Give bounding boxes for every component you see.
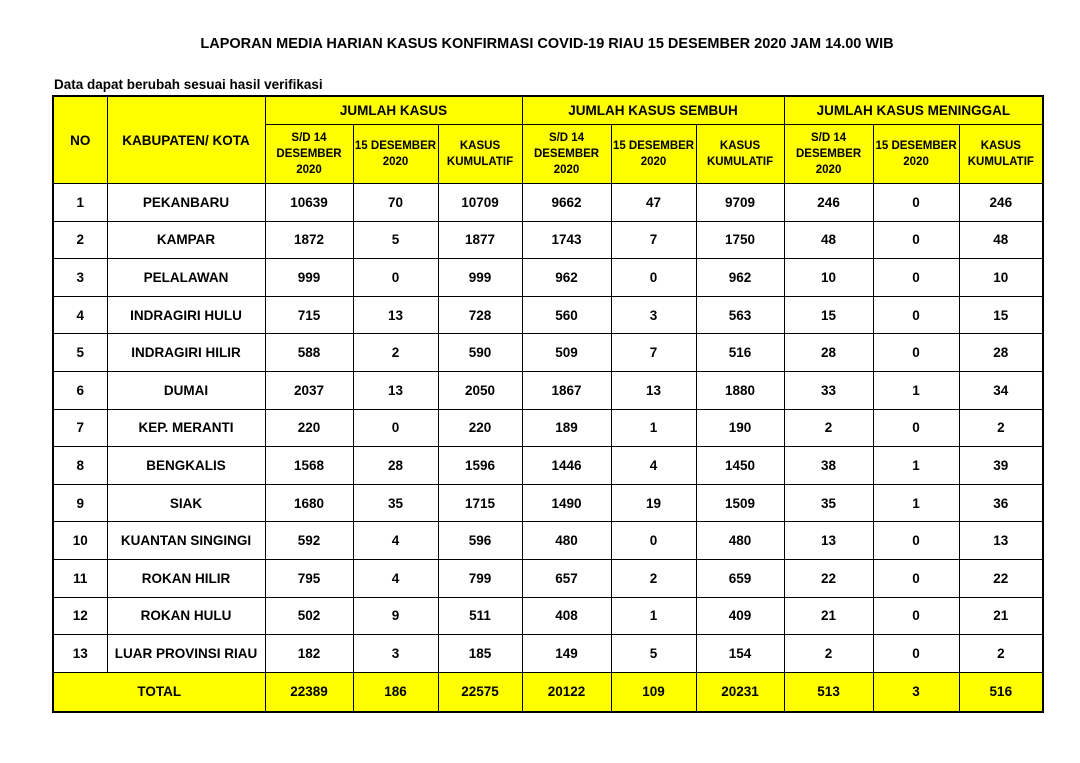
row-value: 1872	[265, 221, 353, 259]
row-no: 1	[53, 184, 107, 222]
row-no: 5	[53, 334, 107, 372]
row-kabupaten: INDRAGIRI HULU	[107, 296, 265, 334]
header-jumlah-meninggal: JUMLAH KASUS MENINGGAL	[784, 96, 1043, 125]
row-value: 0	[873, 559, 959, 597]
row-no: 10	[53, 522, 107, 560]
row-value: 560	[522, 296, 611, 334]
table-row	[53, 522, 1043, 560]
row-value: 33	[784, 371, 873, 409]
row-value: 22	[959, 559, 1043, 597]
row-value: 0	[873, 184, 959, 222]
row-value: 10709	[438, 184, 522, 222]
table-row	[53, 559, 1043, 597]
table-row	[53, 597, 1043, 635]
header-row-groups	[53, 96, 1043, 125]
row-value: 1	[873, 484, 959, 522]
row-value: 4	[353, 522, 438, 560]
row-value: 715	[265, 296, 353, 334]
row-value: 246	[959, 184, 1043, 222]
verification-note: Data dapat berubah sesuai hasil verifikasi	[54, 77, 323, 92]
row-value: 2	[959, 635, 1043, 673]
row-value: 799	[438, 559, 522, 597]
row-kabupaten: BENGKALIS	[107, 447, 265, 485]
row-value: 962	[522, 259, 611, 297]
row-value: 2037	[265, 371, 353, 409]
row-kabupaten: PELALAWAN	[107, 259, 265, 297]
row-value: 48	[959, 221, 1043, 259]
row-value: 2050	[438, 371, 522, 409]
row-value: 39	[959, 447, 1043, 485]
row-value: 5	[353, 221, 438, 259]
row-value: 0	[873, 296, 959, 334]
row-value: 0	[873, 597, 959, 635]
row-value: 1	[611, 409, 696, 447]
row-value: 2	[784, 635, 873, 673]
row-value: 480	[522, 522, 611, 560]
total-cell: 516	[959, 672, 1043, 712]
row-kabupaten: KUANTAN SINGINGI	[107, 522, 265, 560]
header-jumlah-sembuh: JUMLAH KASUS SEMBUH	[522, 96, 784, 125]
row-value: 596	[438, 522, 522, 560]
row-kabupaten: ROKAN HILIR	[107, 559, 265, 597]
row-value: 10	[784, 259, 873, 297]
row-kabupaten: DUMAI	[107, 371, 265, 409]
row-value: 5	[611, 635, 696, 673]
row-value: 154	[696, 635, 784, 673]
row-value: 36	[959, 484, 1043, 522]
row-no: 3	[53, 259, 107, 297]
row-value: 10639	[265, 184, 353, 222]
row-value: 28	[353, 447, 438, 485]
row-value: 182	[265, 635, 353, 673]
subheader-sd14: S/D 14 DESEMBER 2020	[522, 125, 611, 184]
row-value: 35	[353, 484, 438, 522]
row-value: 220	[265, 409, 353, 447]
total-cell: 186	[353, 672, 438, 712]
subheader-sd14: S/D 14 DESEMBER 2020	[784, 125, 873, 184]
row-value: 13	[353, 296, 438, 334]
row-value: 34	[959, 371, 1043, 409]
header-no: NO	[53, 96, 107, 184]
row-value: 2	[353, 334, 438, 372]
row-value: 1	[611, 597, 696, 635]
row-value: 502	[265, 597, 353, 635]
row-value: 2	[784, 409, 873, 447]
row-value: 1	[873, 371, 959, 409]
row-value: 1446	[522, 447, 611, 485]
table-row	[53, 259, 1043, 297]
row-value: 0	[611, 259, 696, 297]
row-value: 592	[265, 522, 353, 560]
report-title: LAPORAN MEDIA HARIAN KASUS KONFIRMASI COVID-19 RIAU 15 DESEMBER 2020 JAM 14.00 WIB	[200, 36, 894, 52]
table-row	[53, 371, 1043, 409]
subheader-kumulatif: KASUS KUMULATIF	[438, 125, 522, 184]
row-value: 28	[959, 334, 1043, 372]
total-cell: 20231	[696, 672, 784, 712]
row-value: 13	[353, 371, 438, 409]
row-value: 2	[959, 409, 1043, 447]
row-no: 7	[53, 409, 107, 447]
row-no: 8	[53, 447, 107, 485]
row-value: 1880	[696, 371, 784, 409]
row-value: 3	[611, 296, 696, 334]
total-cell: 513	[784, 672, 873, 712]
row-value: 480	[696, 522, 784, 560]
row-kabupaten: PEKANBARU	[107, 184, 265, 222]
row-kabupaten: LUAR PROVINSI RIAU	[107, 635, 265, 673]
row-value: 9709	[696, 184, 784, 222]
row-no: 2	[53, 221, 107, 259]
row-kabupaten: INDRAGIRI HILIR	[107, 334, 265, 372]
subheader-15des: 15 DESEMBER 2020	[611, 125, 696, 184]
row-value: 408	[522, 597, 611, 635]
row-value: 220	[438, 409, 522, 447]
row-value: 509	[522, 334, 611, 372]
row-value: 1750	[696, 221, 784, 259]
row-value: 0	[611, 522, 696, 560]
row-value: 590	[438, 334, 522, 372]
table-body	[53, 184, 1043, 673]
total-row	[53, 672, 1043, 712]
table-row	[53, 484, 1043, 522]
row-value: 15	[784, 296, 873, 334]
row-value: 9662	[522, 184, 611, 222]
row-value: 9	[353, 597, 438, 635]
row-value: 7	[611, 334, 696, 372]
row-no: 12	[53, 597, 107, 635]
row-value: 516	[696, 334, 784, 372]
row-value: 0	[873, 635, 959, 673]
row-value: 19	[611, 484, 696, 522]
total-label: TOTAL	[53, 672, 265, 712]
row-value: 28	[784, 334, 873, 372]
row-value: 795	[265, 559, 353, 597]
row-value: 7	[611, 221, 696, 259]
row-value: 2	[611, 559, 696, 597]
row-no: 9	[53, 484, 107, 522]
row-value: 1743	[522, 221, 611, 259]
row-value: 563	[696, 296, 784, 334]
row-value: 728	[438, 296, 522, 334]
row-value: 1450	[696, 447, 784, 485]
row-value: 4	[611, 447, 696, 485]
row-value: 0	[873, 221, 959, 259]
header-kabupaten: KABUPATEN/ KOTA	[107, 96, 265, 184]
row-value: 1490	[522, 484, 611, 522]
subheader-15des: 15 DESEMBER 2020	[353, 125, 438, 184]
row-kabupaten: ROKAN HULU	[107, 597, 265, 635]
row-no: 13	[53, 635, 107, 673]
row-value: 70	[353, 184, 438, 222]
row-value: 21	[784, 597, 873, 635]
row-value: 0	[873, 334, 959, 372]
row-value: 10	[959, 259, 1043, 297]
row-value: 4	[353, 559, 438, 597]
total-cell: 3	[873, 672, 959, 712]
subheader-15des: 15 DESEMBER 2020	[873, 125, 959, 184]
row-value: 962	[696, 259, 784, 297]
row-value: 0	[873, 259, 959, 297]
table-row	[53, 296, 1043, 334]
table-row	[53, 447, 1043, 485]
row-no: 4	[53, 296, 107, 334]
row-value: 48	[784, 221, 873, 259]
row-value: 999	[438, 259, 522, 297]
row-value: 47	[611, 184, 696, 222]
row-value: 189	[522, 409, 611, 447]
subheader-sd14: S/D 14 DESEMBER 2020	[265, 125, 353, 184]
total-cell: 109	[611, 672, 696, 712]
row-value: 1568	[265, 447, 353, 485]
row-value: 1715	[438, 484, 522, 522]
subheader-kumulatif: KASUS KUMULATIF	[696, 125, 784, 184]
covid-cases-table	[52, 95, 1044, 713]
row-value: 21	[959, 597, 1043, 635]
row-value: 1509	[696, 484, 784, 522]
table-row	[53, 409, 1043, 447]
row-no: 6	[53, 371, 107, 409]
total-cell: 22575	[438, 672, 522, 712]
table-row	[53, 334, 1043, 372]
row-value: 190	[696, 409, 784, 447]
header-jumlah-kasus: JUMLAH KASUS	[265, 96, 522, 125]
row-value: 0	[873, 409, 959, 447]
row-value: 1680	[265, 484, 353, 522]
row-value: 588	[265, 334, 353, 372]
row-no: 11	[53, 559, 107, 597]
table-row	[53, 184, 1043, 222]
row-value: 35	[784, 484, 873, 522]
row-value: 15	[959, 296, 1043, 334]
row-value: 38	[784, 447, 873, 485]
table-row	[53, 635, 1043, 673]
row-value: 409	[696, 597, 784, 635]
row-value: 149	[522, 635, 611, 673]
row-value: 1877	[438, 221, 522, 259]
total-cell: 22389	[265, 672, 353, 712]
row-value: 13	[784, 522, 873, 560]
row-value: 1596	[438, 447, 522, 485]
total-cell: 20122	[522, 672, 611, 712]
row-value: 13	[959, 522, 1043, 560]
row-value: 659	[696, 559, 784, 597]
row-kabupaten: KEP. MERANTI	[107, 409, 265, 447]
subheader-kumulatif: KASUS KUMULATIF	[959, 125, 1043, 184]
row-value: 0	[353, 409, 438, 447]
row-value: 0	[873, 522, 959, 560]
row-value: 13	[611, 371, 696, 409]
row-value: 3	[353, 635, 438, 673]
row-value: 185	[438, 635, 522, 673]
row-value: 0	[353, 259, 438, 297]
row-value: 657	[522, 559, 611, 597]
row-kabupaten: SIAK	[107, 484, 265, 522]
table-row	[53, 221, 1043, 259]
row-value: 999	[265, 259, 353, 297]
row-value: 246	[784, 184, 873, 222]
row-value: 511	[438, 597, 522, 635]
row-value: 1867	[522, 371, 611, 409]
row-value: 22	[784, 559, 873, 597]
row-value: 1	[873, 447, 959, 485]
row-kabupaten: KAMPAR	[107, 221, 265, 259]
